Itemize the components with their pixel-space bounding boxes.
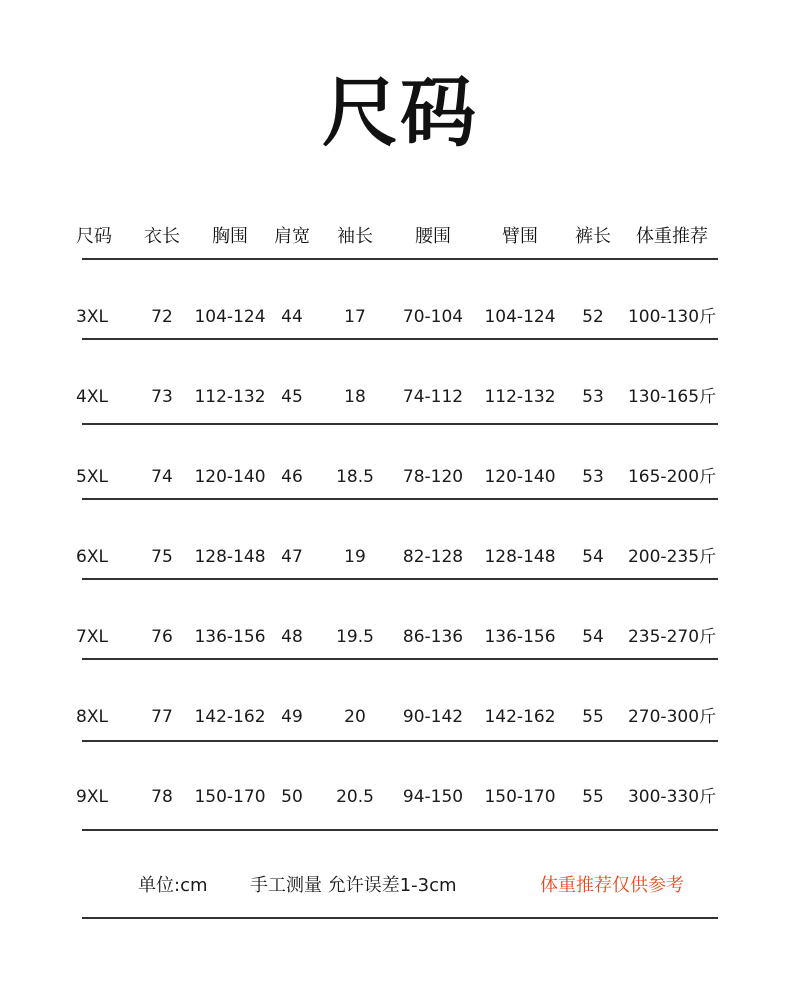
- cell-chest: 120-140: [194, 467, 266, 487]
- table-header: [76, 217, 718, 257]
- cell-arm: 142-162: [484, 707, 556, 727]
- footer-divider: [82, 917, 718, 919]
- cell-pants-length: 55: [582, 787, 604, 807]
- header-divider: [82, 258, 718, 260]
- cell-chest: 104-124: [194, 307, 266, 327]
- header-sleeve: 袖长: [337, 226, 373, 247]
- cell-weight: 270-300斤: [627, 707, 717, 727]
- cell-weight: 300-330斤: [627, 787, 717, 807]
- table-row: [76, 697, 718, 737]
- cell-chest: 128-148: [194, 547, 266, 567]
- table-row: [76, 617, 718, 657]
- cell-sleeve: 20: [344, 707, 366, 727]
- cell-length: 76: [151, 627, 173, 647]
- weight-reference-note: 体重推荐仅供参考: [540, 875, 684, 896]
- footer-notes: [0, 868, 800, 904]
- cell-arm: 112-132: [484, 387, 556, 407]
- row-divider: [82, 498, 718, 500]
- cell-pants-length: 52: [582, 307, 604, 327]
- header-waist: 腰围: [415, 226, 451, 247]
- cell-pants-length: 54: [582, 547, 604, 567]
- measurement-note: 手工测量 允许误差1-3cm: [250, 875, 457, 896]
- cell-sleeve: 18.5: [336, 467, 374, 487]
- cell-arm: 136-156: [484, 627, 556, 647]
- unit-note: 单位:cm: [138, 875, 208, 896]
- header-length: 衣长: [144, 226, 180, 247]
- cell-length: 75: [151, 547, 173, 567]
- cell-pants-length: 54: [582, 627, 604, 647]
- cell-arm: 150-170: [484, 787, 556, 807]
- cell-waist: 86-136: [402, 627, 464, 647]
- row-divider: [82, 658, 718, 660]
- cell-size: 5XL: [76, 467, 108, 487]
- cell-chest: 112-132: [194, 387, 266, 407]
- cell-shoulder: 50: [281, 787, 303, 807]
- cell-sleeve: 18: [344, 387, 366, 407]
- table-row: [76, 777, 718, 817]
- cell-sleeve: 20.5: [336, 787, 374, 807]
- cell-pants-length: 55: [582, 707, 604, 727]
- cell-weight: 200-235斤: [627, 547, 717, 567]
- cell-weight: 130-165斤: [627, 387, 717, 407]
- header-weight: 体重推荐: [636, 226, 708, 247]
- cell-arm: 104-124: [484, 307, 556, 327]
- cell-waist: 82-128: [402, 547, 464, 567]
- cell-size: 8XL: [76, 707, 108, 727]
- cell-shoulder: 47: [281, 547, 303, 567]
- header-shoulder: 肩宽: [274, 226, 310, 247]
- cell-size: 6XL: [76, 547, 108, 567]
- cell-waist: 74-112: [402, 387, 464, 407]
- header-pants-length: 裤长: [575, 226, 611, 247]
- table-row: [76, 377, 718, 417]
- cell-size: 7XL: [76, 627, 108, 647]
- cell-weight: 165-200斤: [627, 467, 717, 487]
- header-size: 尺码: [76, 226, 112, 247]
- page-title: 尺码: [322, 68, 478, 157]
- cell-waist: 90-142: [402, 707, 464, 727]
- cell-waist: 70-104: [402, 307, 464, 327]
- cell-arm: 120-140: [484, 467, 556, 487]
- row-divider: [82, 423, 718, 425]
- row-divider: [82, 740, 718, 742]
- cell-length: 77: [151, 707, 173, 727]
- table-row: [76, 457, 718, 497]
- cell-shoulder: 44: [281, 307, 303, 327]
- cell-pants-length: 53: [582, 467, 604, 487]
- cell-size: 4XL: [76, 387, 108, 407]
- header-chest: 胸围: [212, 226, 248, 247]
- row-divider: [82, 829, 718, 831]
- cell-length: 73: [151, 387, 173, 407]
- cell-waist: 78-120: [402, 467, 464, 487]
- cell-pants-length: 53: [582, 387, 604, 407]
- cell-shoulder: 46: [281, 467, 303, 487]
- cell-chest: 136-156: [194, 627, 266, 647]
- cell-shoulder: 49: [281, 707, 303, 727]
- cell-waist: 94-150: [402, 787, 464, 807]
- row-divider: [82, 578, 718, 580]
- cell-shoulder: 48: [281, 627, 303, 647]
- cell-chest: 142-162: [194, 707, 266, 727]
- cell-length: 78: [151, 787, 173, 807]
- cell-sleeve: 17: [344, 307, 366, 327]
- cell-arm: 128-148: [484, 547, 556, 567]
- cell-shoulder: 45: [281, 387, 303, 407]
- cell-weight: 235-270斤: [627, 627, 717, 647]
- table-row: [76, 297, 718, 337]
- table-row: [76, 537, 718, 577]
- cell-size: 9XL: [76, 787, 108, 807]
- cell-sleeve: 19: [344, 547, 366, 567]
- cell-sleeve: 19.5: [336, 627, 374, 647]
- cell-length: 72: [151, 307, 173, 327]
- cell-chest: 150-170: [194, 787, 266, 807]
- cell-length: 74: [151, 467, 173, 487]
- cell-weight: 100-130斤: [627, 307, 717, 327]
- row-divider: [82, 338, 718, 340]
- header-arm: 臂围: [502, 226, 538, 247]
- cell-size: 3XL: [76, 307, 108, 327]
